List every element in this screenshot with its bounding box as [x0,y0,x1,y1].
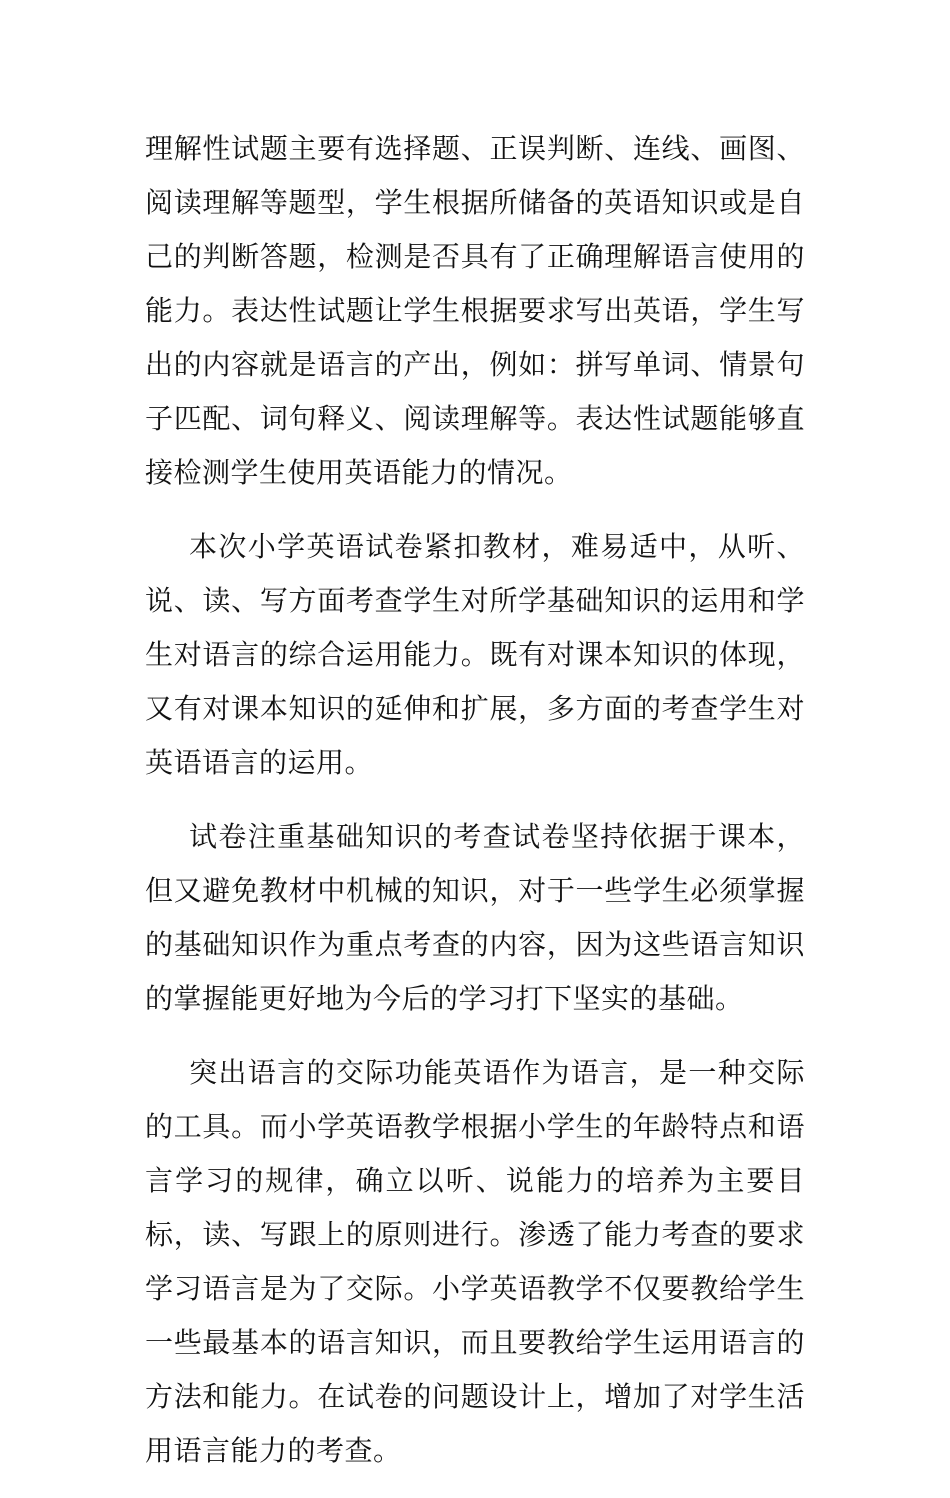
document-body [145,122,805,1498]
paragraph-exam-overview: 本次小学英语试卷紧扣教材，难易适中，从听、说、读、写方面考查学生对所学基础知识的运用和学生对语言的综合运用能力。既有对课本知识的体现，又有对课本知识的延伸和扩展，多方面的考查学生对英语语言的运用。 [145,530,805,779]
paragraph-communicative-function: 突出语言的交际功能英语作为语言，是一种交际的工具。而小学英语教学根据小学生的年龄特点和语言学习的规律，确立以听、说能力的培养为主要目标，读、写跟上的原则进行。渗透了能力考查的要求学习语言是为了交际。小学英语教学不仅要教给学生一些最基本的语言知识，而且要教给学生运用语言的方法和能力。在试卷的问题设计上，增加了对学生活用语言能力的考查。 [145,1056,805,1467]
paragraph-continuation: 理解性试题主要有选择题、正误判断、连线、画图、阅读理解等题型，学生根据所储备的英语知识或是自己的判断答题，检测是否具有了正确理解语言使用的能力。表达性试题让学生根据要求写出英语，学生写出的内容就是语言的产出，例如：拼写单词、情景句子匹配、词句释义、阅读理解等。表达性试题能够直接检测学生使用英语能力的情况。 [145,132,805,489]
paragraph-basic-knowledge: 试卷注重基础知识的考查试卷坚持依据于课本，但又避免教材中机械的知识，对于一些学生必须掌握的基础知识作为重点考查的内容，因为这些语言知识的掌握能更好地为今后的学习打下坚实的基础。 [145,820,805,1015]
